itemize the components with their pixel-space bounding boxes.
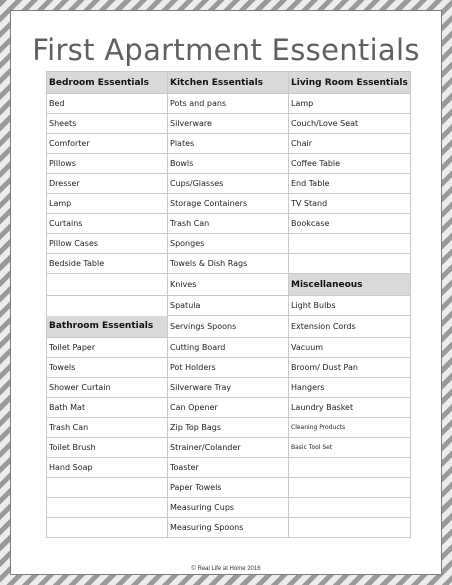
list-item: Toaster bbox=[168, 457, 289, 477]
misc-heading: Miscellaneous bbox=[289, 274, 411, 296]
empty-cell bbox=[289, 497, 411, 517]
list-item: Silverware bbox=[168, 114, 289, 134]
table-row bbox=[47, 174, 411, 194]
list-item: Coffee Table bbox=[289, 154, 411, 174]
list-item: Lamp bbox=[47, 194, 168, 214]
table-row bbox=[47, 457, 411, 477]
list-item: Toilet Brush bbox=[47, 437, 168, 457]
empty-cell bbox=[47, 517, 168, 537]
list-item: Measuring Cups bbox=[168, 497, 289, 517]
table-row bbox=[47, 274, 411, 296]
table-row bbox=[47, 134, 411, 154]
table-row bbox=[47, 114, 411, 134]
list-item: Curtains bbox=[47, 214, 168, 234]
list-item: Broom/ Dust Pan bbox=[289, 357, 411, 377]
list-item: Dresser bbox=[47, 174, 168, 194]
list-item: Trash Can bbox=[47, 417, 168, 437]
list-item: Pillows bbox=[47, 154, 168, 174]
list-item: Towels bbox=[47, 357, 168, 377]
empty-cell bbox=[47, 296, 168, 316]
list-item: Chair bbox=[289, 134, 411, 154]
list-item: End Table bbox=[289, 174, 411, 194]
list-item: Basic Tool Set bbox=[289, 437, 411, 457]
list-item: Trash Can bbox=[168, 214, 289, 234]
list-item: Silverware Tray bbox=[168, 377, 289, 397]
list-item: Lamp bbox=[289, 94, 411, 114]
list-item: Sheets bbox=[47, 114, 168, 134]
list-item: Comforter bbox=[47, 134, 168, 154]
table-row bbox=[47, 477, 411, 497]
table-row bbox=[47, 357, 411, 377]
list-item: Strainer/Colander bbox=[168, 437, 289, 457]
list-item: Pillow Cases bbox=[47, 234, 168, 254]
list-item: Cups/Glasses bbox=[168, 174, 289, 194]
table-row bbox=[47, 194, 411, 214]
empty-cell bbox=[289, 517, 411, 537]
empty-cell bbox=[47, 274, 168, 296]
list-item: Pots and pans bbox=[168, 94, 289, 114]
table-row bbox=[47, 254, 411, 274]
list-item: Paper Towels bbox=[168, 477, 289, 497]
checklist-page bbox=[10, 10, 442, 575]
list-item: Spatula bbox=[168, 296, 289, 316]
list-item: Vacuum bbox=[289, 337, 411, 357]
empty-cell bbox=[47, 497, 168, 517]
list-item: Can Opener bbox=[168, 397, 289, 417]
table-row bbox=[47, 517, 411, 537]
list-item: Couch/Love Seat bbox=[289, 114, 411, 134]
empty-cell bbox=[289, 457, 411, 477]
essentials-table bbox=[46, 71, 411, 538]
living-room-heading: Living Room Essentials bbox=[289, 72, 411, 94]
list-item: Towels & Dish Rags bbox=[168, 254, 289, 274]
table-row bbox=[47, 337, 411, 357]
list-item: Light Bulbs bbox=[289, 296, 411, 316]
table-row bbox=[47, 94, 411, 114]
table-row bbox=[47, 377, 411, 397]
table-row bbox=[47, 214, 411, 234]
kitchen-heading: Kitchen Essentials bbox=[168, 72, 289, 94]
list-item: Cleaning Products bbox=[289, 417, 411, 437]
list-item: Bath Mat bbox=[47, 397, 168, 417]
table-row bbox=[47, 296, 411, 316]
list-item: Knives bbox=[168, 274, 289, 296]
table-row bbox=[47, 316, 411, 338]
copyright-footer: © Real Life at Home 2016 bbox=[191, 566, 261, 572]
table-row bbox=[47, 154, 411, 174]
list-item: Sponges bbox=[168, 234, 289, 254]
list-item: Hand Soap bbox=[47, 457, 168, 477]
empty-cell bbox=[289, 477, 411, 497]
list-item: Bedside Table bbox=[47, 254, 168, 274]
list-item: Bed bbox=[47, 94, 168, 114]
empty-cell bbox=[47, 477, 168, 497]
list-item: Bowls bbox=[168, 154, 289, 174]
list-item: Toilet Paper bbox=[47, 337, 168, 357]
list-item: Shower Curtain bbox=[47, 377, 168, 397]
empty-cell bbox=[289, 234, 411, 254]
list-item: TV Stand bbox=[289, 194, 411, 214]
bedroom-heading: Bedroom Essentials bbox=[47, 72, 168, 94]
list-item: Measuring Spoons bbox=[168, 517, 289, 537]
table-row bbox=[47, 497, 411, 517]
empty-cell bbox=[289, 254, 411, 274]
list-item: Extension Cords bbox=[289, 316, 411, 338]
list-item: Cutting Board bbox=[168, 337, 289, 357]
table-row bbox=[47, 397, 411, 417]
list-item: Storage Containers bbox=[168, 194, 289, 214]
bathroom-heading: Bathroom Essentials bbox=[47, 316, 168, 338]
list-item: Servings Spoons bbox=[168, 316, 289, 338]
list-item: Zip Top Bags bbox=[168, 417, 289, 437]
table-row bbox=[47, 437, 411, 457]
table-row bbox=[47, 417, 411, 437]
list-item: Bookcase bbox=[289, 214, 411, 234]
table-row bbox=[47, 234, 411, 254]
page-title: First Apartment Essentials bbox=[32, 33, 420, 67]
list-item: Hangers bbox=[289, 377, 411, 397]
list-item: Pot Holders bbox=[168, 357, 289, 377]
table-row bbox=[47, 72, 411, 94]
list-item: Plates bbox=[168, 134, 289, 154]
list-item: Laundry Basket bbox=[289, 397, 411, 417]
